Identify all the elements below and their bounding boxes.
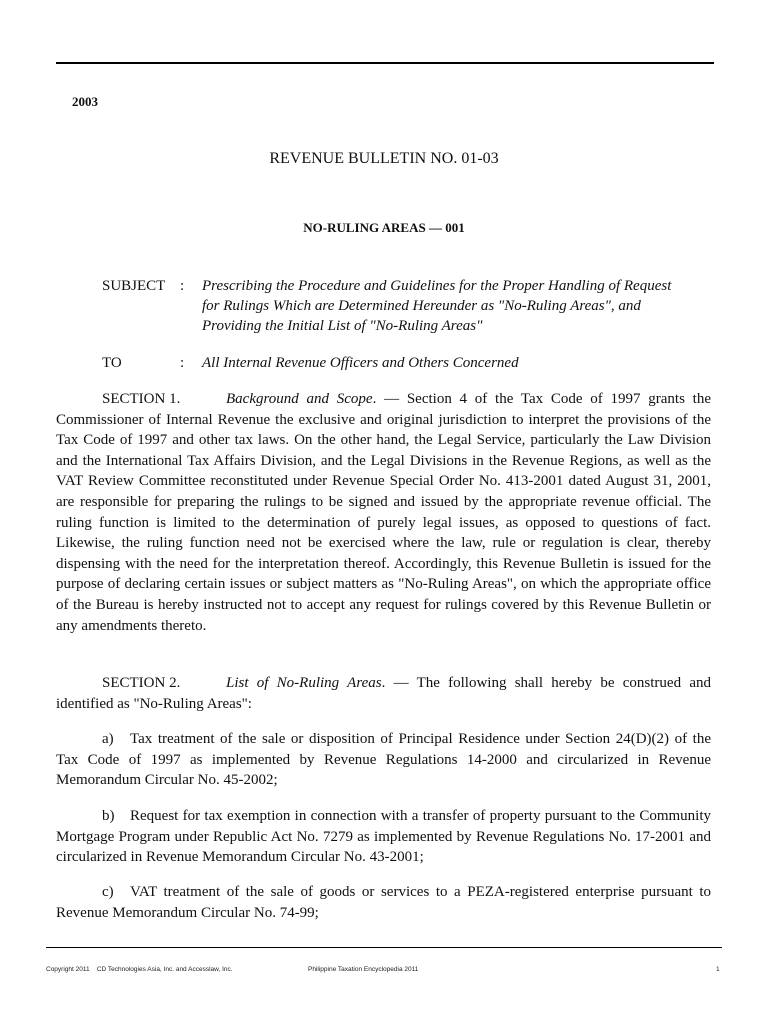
year: 2003 bbox=[72, 94, 98, 109]
section-1-body: . — Section 4 of the Tax Code of 1997 grants the Commissioner of Internal Revenue the exclusive and original jurisdiction to interpret the provisions of the Tax Code of 1997 and other tax laws. On the other hand, the Legal Service, particularly the Law Division and the International Tax Affairs Division, and the Legal Divisions in the Revenue Regions, as well as the VAT Review Committee reconstituted under Revenue Special Order No. 413-2001 dated August 31, 2001, are responsible for preparing the rulings to be signed and issued by the appropriate revenue official. The ruling function is limited to the determination of purely legal issues, as opposed to questions of fact. Likewise, the ruling function need not be exercised where the law, rule or regulation is clear, thereby dispensing with the need for the interpretation thereof. Accordingly, this Revenue Bulletin is issued for the purpose of declaring certain issues or subject matters as "No-Ruling Areas", on which the appropriate office of the Bureau is hereby instructed not to accept any request for rulings covered by this Revenue Bulletin or any amendments thereto. bbox=[56, 391, 711, 634]
section-2-body: . — The following shall hereby be construed and identified as "No-Ruling Areas": bbox=[56, 675, 711, 712]
list-item-text: Request for tax exemption in connection with a transfer of property pursuant to the Community Mortgage Program under Republic Act No. 7279 as implemented by Revenue Regulations No. 17-2001 and circularized in Revenue Memorandum Circular No. 43-2001; bbox=[56, 808, 711, 866]
section-2-heading: List of No-Ruling Areas bbox=[226, 675, 382, 691]
list-item-marker: b) bbox=[102, 808, 115, 824]
list-item bbox=[56, 806, 711, 868]
list-item-text: Tax treatment of the sale or disposition of Principal Residence under Section 24(D)(2) of the Tax Code of 1997 as implemented by Revenue Regulations 14-2000 and circularized in Revenue Memorandum Circular No. 45-2002; bbox=[56, 731, 711, 789]
subject-text: Prescribing the Procedure and Guidelines for the Proper Handling of Request for Rulings Which are Determined Hereunder as "No-Ruling Areas", and Providing the Initial List of "No-Ruling Areas" bbox=[202, 278, 672, 334]
to-text: All Internal Revenue Officers and Others Concerned bbox=[202, 355, 519, 371]
section-1-label: SECTION 1. bbox=[102, 391, 181, 407]
section-1-heading: Background and Scope bbox=[226, 391, 373, 407]
section-2 bbox=[56, 673, 711, 714]
footer-publication: Philippine Taxation Encyclopedia 2011 bbox=[308, 966, 419, 973]
footer-copyright: Copyright 2011 CD Technologies Asia, Inc. and Accesslaw, Inc. bbox=[46, 966, 233, 973]
document-subtitle: NO-RULING AREAS — 001 bbox=[303, 220, 465, 235]
list-item bbox=[56, 882, 711, 923]
list-item-marker: a) bbox=[102, 731, 114, 747]
document-title: REVENUE BULLETIN NO. 01-03 bbox=[269, 150, 499, 167]
subject-label: SUBJECT bbox=[102, 278, 166, 294]
footer-rule bbox=[46, 947, 722, 948]
list-item-text: VAT treatment of the sale of goods or services to a PEZA-registered enterprise pursuant to Revenue Memorandum Circular No. 74-99; bbox=[56, 884, 711, 921]
to-colon: : bbox=[180, 355, 185, 371]
to-label: TO bbox=[102, 355, 122, 371]
list-item-marker: c) bbox=[102, 884, 114, 900]
footer-page-number: 1 bbox=[716, 966, 720, 973]
list-item bbox=[56, 729, 711, 791]
section-1 bbox=[56, 389, 711, 636]
header-rule bbox=[56, 62, 714, 64]
subject-colon: : bbox=[180, 278, 185, 294]
section-2-label: SECTION 2. bbox=[102, 675, 181, 691]
